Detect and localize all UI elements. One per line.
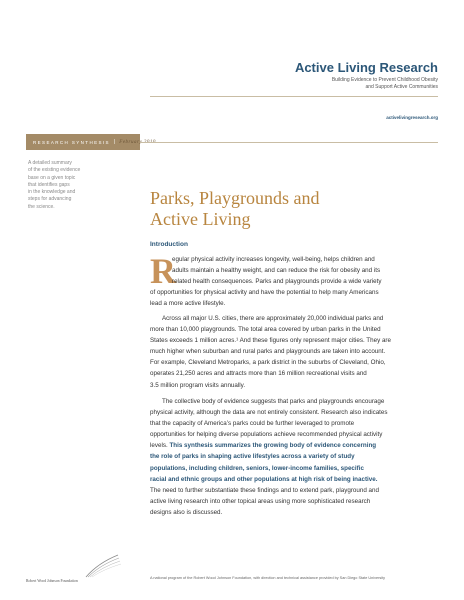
text-line: much higher when suburban and rural parks and playgrounds are taken into account. [150,348,386,356]
sidebar-line: steps for advancing [28,196,72,203]
text-line: lead a more active lifestyle. [150,300,226,308]
highlight-line: the role of parks in shaping active lifestyles across a variety of study [150,453,355,461]
section-heading: Introduction [150,241,188,248]
paragraph-3 [150,396,440,518]
header-rule [150,96,438,97]
text-line: related health consequences. Parks and playgrounds provide a wide variety [172,278,382,286]
text-line: egular physical activity increases longevity, well-being, helps children and [172,256,375,263]
text-line: For example, Cleveland Metroparks, a park district in the suburbs of Cleveland, Ohio, [150,359,386,367]
text-line: more than 10,000 playgrounds. The total area covered by urban parks in the United [150,326,381,334]
text-line: 3.5 million program visits annually. [150,381,246,389]
footer-note: A national program of the Robert Wood Johnson Foundation, with direction and technical assistance provided by San Diego State University [150,576,386,580]
banner-date: February 2010 [119,139,156,145]
text-line: physical activity, although the data are not entirely consistent. Research also indicates [150,409,388,417]
banner-rule [140,142,438,143]
text-line: that the capacity of America’s parks could be further leveraged to promote [150,420,355,428]
highlight-line: populations, including children, seniors, lower-income families, specific [150,464,364,472]
text-line: operates 21,250 acres and attracts more than 16 million recreational visits and [150,370,367,378]
sidebar-line: that identifies gaps [28,181,70,188]
text-line: States exceeds 1 million acres.¹ And these figures only represent major cities. They are [150,337,391,345]
sidebar-line: in the knowledge and [28,189,76,196]
tagline-line: and Support Active Communities [365,84,438,90]
text-line: opportunities for helping diverse populations achieve recommended physical activity [150,431,383,439]
text-line: Across all major U.S. cities, there are approximately 20,000 individual parks and [162,315,384,322]
sidebar-line: the science. [28,203,55,210]
text-line: The collective body of evidence suggests that parks and playgrounds encourage [162,398,385,405]
sidebar-line: A detailed summary [28,160,72,166]
title-line: Parks, Playgrounds and [150,188,320,208]
page-title [150,188,440,230]
text-line [150,440,440,451]
highlight-line: racial and ethnic groups and other populations at high risk of being inactive. [150,475,378,483]
brand-title: Active Living Research [294,60,438,75]
title-line: Active Living [150,209,251,229]
tagline-line: Building Evidence to Prevent Childhood Obesity [331,77,438,83]
paragraph-2 [150,313,440,391]
text-line: designs also is discussed. [150,508,223,516]
text-line: adults maintain a healthy weight, and can reduce the risk for obesity and its [172,267,381,275]
banner-label: RESEARCH SYNTHESIS [33,139,110,145]
highlight-text: This synthesis summarizes the growing body of evidence concerning [169,442,377,450]
text-run: levels. [150,442,168,450]
text-line: of opportunities for physical activity and have the potential to help many Americans [150,289,379,297]
paragraph-1 [150,251,440,309]
sidebar-line: of the existing evidence [28,167,81,174]
sidebar-description [28,160,110,211]
text-line: The need to further substantiate these findings and to extend park, playground and [150,486,379,494]
website-link[interactable]: activelivingresearch.org [386,115,438,120]
text-line: active living research into other topical areas using more sophisticated research [150,497,371,505]
foundation-name: Robert Wood Johnson Foundation [26,579,78,583]
brand-tagline [258,77,438,91]
sidebar-line: base on a given topic [28,174,76,181]
banner-text [26,134,156,150]
rwjf-logo-icon [26,553,134,579]
banner-separator: | [113,139,116,145]
drop-cap: R [150,251,176,291]
